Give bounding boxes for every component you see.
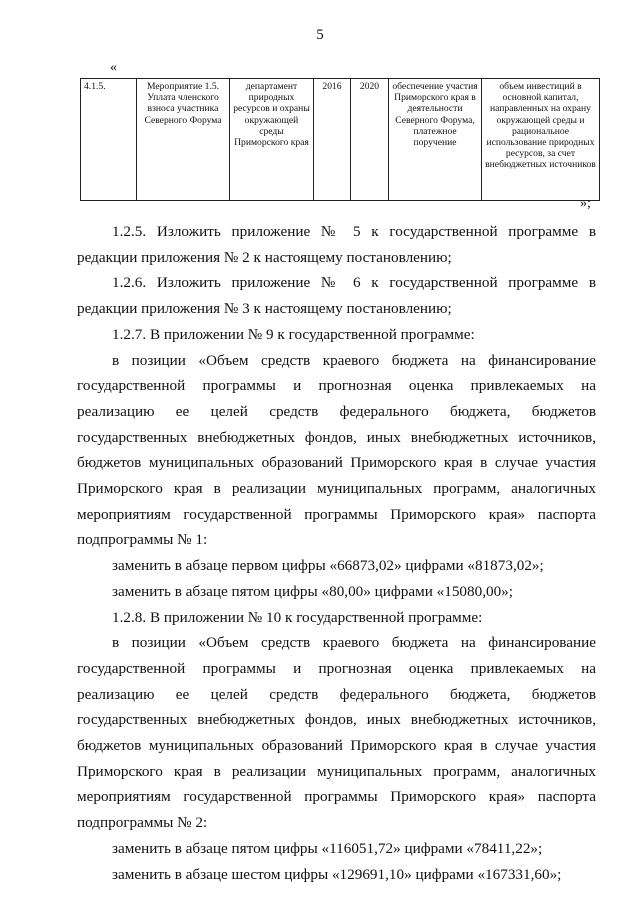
paragraph-subprogram-2-position: в позиции «Объем средств краевого бюджета на финансирование государственной программы и прогнозная оценка привлекаемых на реализацию ее целей средств федерального бюджета, бюджетов государственных внебюджетных фондов, иных внебюджетных источников, бюджетов муниципальных образований Приморского края в случае участия Приморского края в реализации муниципальных программ, аналогичных мероприятиям государственной программы Приморского края» паспорта подпрограммы № 2: (77, 634, 596, 832)
paragraph-replace-fifth-2: заменить в абзаце пятом цифры «116051,72» цифрами «78411,22»; (112, 839, 543, 857)
paragraph-replace-fifth: заменить в абзаце пятом цифры «80,00» цифрами «15080,00»; (112, 582, 513, 600)
measure-name-cell: Мероприятие 1.5. Уплата членского взноса участника Северного Форума (137, 79, 230, 201)
paragraph-replace-sixth: заменить в абзаце шестом цифры «129691,10» цифрами «167331,60»; (112, 865, 562, 883)
page-number: 5 (316, 27, 324, 43)
paragraph-subprogram-1-position: в позиции «Объем средств краевого бюджета на финансирование государственной программы и прогнозная оценка привлекаемых на реализацию ее целей средств федерального бюджета, бюджетов государственных внебюджетных фондов, иных внебюджетных источников, бюджетов муниципальных образований Приморского края в случае участия Приморского края в реализации муниципальных программ, аналогичных мероприятиям государственной программы Приморского края» паспорта подпрограммы № 1: (77, 351, 596, 549)
executor-cell: департамент природных ресурсов и охраны окружающей среды Приморского края (230, 79, 314, 201)
indicator-cell: объем инвестиций в основной капитал, направленных на охрану окружающей среды и рациональное использование природных ресурсов, за счет внебюджетных источников (482, 79, 600, 201)
opening-quote-mark: « (110, 60, 117, 75)
paragraph-1-2-6: 1.2.6. Изложить приложение № 6 к государственной программе в редакции приложения № 3 к настоящему постановлению; (77, 274, 596, 318)
paragraph-1-2-7: 1.2.7. В приложении № 9 к государственной программе: (112, 325, 475, 343)
table-row (81, 79, 600, 201)
row-number-cell: 4.1.5. (81, 79, 137, 201)
paragraph-1-2-5: 1.2.5. Изложить приложение № 5 к государственной программе в редакции приложения № 2 к настоящему постановлению; (77, 223, 596, 266)
start-year-cell: 2016 (314, 79, 351, 201)
program-measures-table (80, 78, 600, 201)
end-year-cell: 2020 (351, 79, 389, 201)
expected-result-cell: обеспечение участия Приморского края в деятельности Северного Форума, платежное поручение (389, 79, 482, 201)
paragraph-1-2-8: 1.2.8. В приложении № 10 к государственной программе: (112, 608, 483, 626)
paragraph-replace-first: заменить в абзаце первом цифры «66873,02» цифрами «81873,02»; (112, 557, 544, 575)
closing-quote-mark: »; (580, 196, 591, 211)
document-body (77, 219, 596, 887)
